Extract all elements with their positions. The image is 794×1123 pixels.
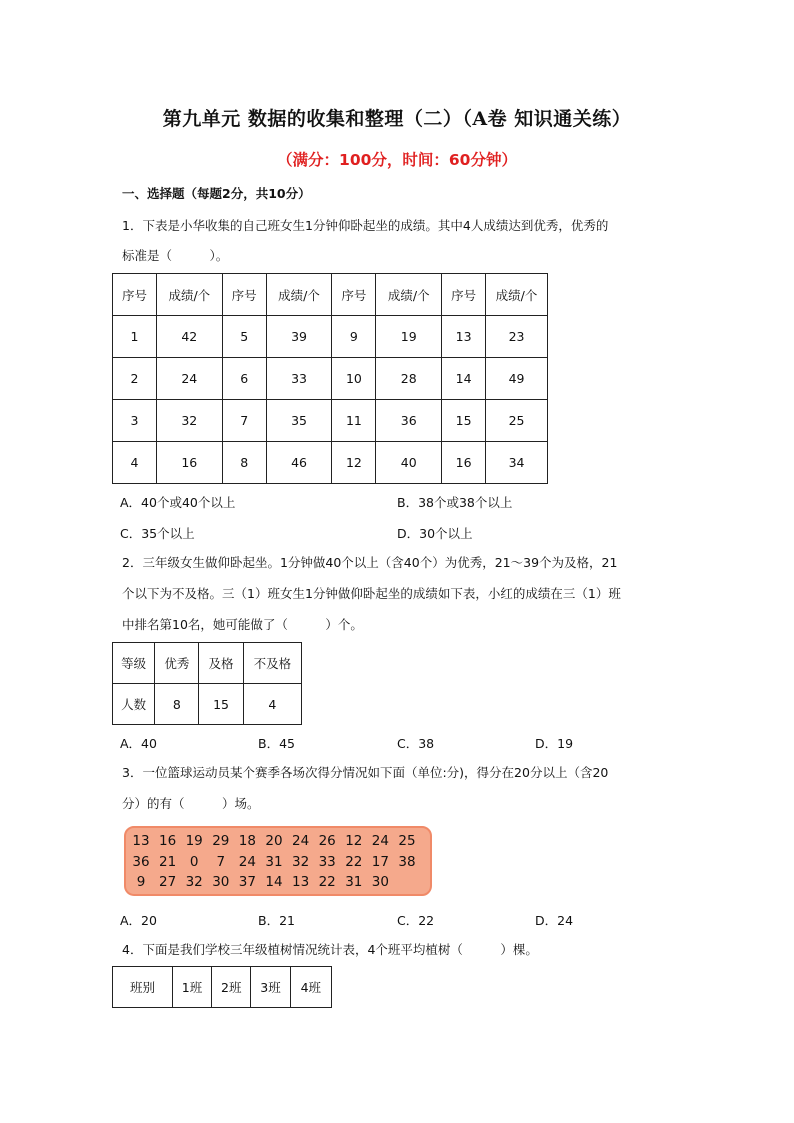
- table-cell: 13: [442, 316, 486, 358]
- score-value: 27: [159, 874, 177, 890]
- q2-option-b[interactable]: B．45: [258, 736, 295, 751]
- table-row: [113, 358, 548, 400]
- q3-option-b[interactable]: B．21: [258, 913, 295, 928]
- table-header-cell: 等级: [113, 643, 155, 684]
- q2-option-c[interactable]: C．38: [397, 736, 435, 751]
- q1-option-c[interactable]: C．35个以上: [120, 526, 195, 541]
- table-cell: 16: [156, 442, 222, 484]
- score-value: 20: [265, 833, 283, 849]
- table-header-cell: 序号: [222, 274, 266, 316]
- table-cell: 49: [486, 358, 548, 400]
- q1-option-a[interactable]: A．40个或40个以上: [120, 495, 236, 510]
- table-header-cell: 及格: [199, 643, 243, 684]
- table-cell: 28: [376, 358, 442, 400]
- score-value: 33: [318, 853, 336, 870]
- score-value: 30: [212, 874, 230, 890]
- q2-grade-table: [112, 642, 302, 725]
- section-heading: 一、选择题（每题2分，共10分）: [122, 186, 311, 201]
- table-cell: 11: [332, 400, 376, 442]
- score-value: 31: [265, 853, 283, 870]
- q3-option-c[interactable]: C．22: [397, 913, 435, 928]
- score-row: [126, 872, 430, 892]
- table-cell: 4: [243, 684, 301, 725]
- table-header-cell: 班别: [113, 967, 173, 1008]
- score-value: 13: [132, 833, 150, 849]
- q2-text-line3: 中排名第10名，她可能做了（ ）个。: [122, 617, 363, 632]
- table-header-cell: 2班: [212, 967, 251, 1008]
- score-value: 0: [189, 853, 199, 870]
- table-cell: 15: [199, 684, 243, 725]
- table-header-cell: 不及格: [243, 643, 301, 684]
- q2-option-a[interactable]: A．40: [120, 736, 157, 751]
- table-cell: 42: [156, 316, 222, 358]
- score-value: 25: [398, 833, 416, 849]
- score-value: 24: [238, 853, 256, 870]
- q1-text-line1: 1．下表是小华收集的自己班女生1分钟仰卧起坐的成绩。其中4人成绩达到优秀，优秀的: [122, 218, 609, 233]
- table-row: [113, 442, 548, 484]
- table-cell: 16: [442, 442, 486, 484]
- q2-text-line2: 个以下为不及格。三（1）班女生1分钟做仰卧起坐的成绩如下表，小红的成绩在三（1）班: [122, 586, 621, 601]
- score-value: 22: [318, 874, 336, 890]
- score-value: 9: [136, 874, 146, 890]
- score-value: 18: [238, 833, 256, 849]
- score-value: 37: [238, 874, 256, 890]
- table-header-cell: 成绩/个: [156, 274, 222, 316]
- table-cell: 24: [156, 358, 222, 400]
- page-title: 第九单元 数据的收集和整理（二）（A卷 知识通关练）: [162, 108, 632, 130]
- table-cell: 5: [222, 316, 266, 358]
- q3-scores-box: [124, 826, 432, 896]
- table-cell: 9: [332, 316, 376, 358]
- page-subtitle: （满分：100分，时间：60分钟）: [277, 151, 517, 169]
- score-row: [126, 831, 430, 851]
- q1-score-table: [112, 273, 548, 484]
- q4-text-line1: 4．下面是我们学校三年级植树情况统计表，4个班平均植树（ ）棵。: [122, 942, 538, 957]
- score-value: 24: [371, 833, 389, 849]
- table-header-row: [113, 967, 332, 1008]
- score-value: 7: [216, 853, 226, 870]
- table-row: [113, 400, 548, 442]
- table-cell: 32: [156, 400, 222, 442]
- score-value: 30: [371, 874, 389, 890]
- q1-option-d[interactable]: D．30个以上: [397, 526, 473, 541]
- table-cell: 8: [222, 442, 266, 484]
- table-cell: 1: [113, 316, 157, 358]
- score-value: 21: [159, 853, 177, 870]
- table-header-cell: 1班: [172, 967, 211, 1008]
- table-cell: 23: [486, 316, 548, 358]
- q3-option-d[interactable]: D．24: [535, 913, 574, 928]
- table-cell: 25: [486, 400, 548, 442]
- table-cell: 34: [486, 442, 548, 484]
- score-value: 19: [185, 833, 203, 849]
- score-value: 12: [345, 833, 363, 849]
- table-header-cell: 成绩/个: [376, 274, 442, 316]
- score-value: 17: [371, 853, 389, 870]
- q3-text-line2: 分）的有（ ）场。: [122, 796, 260, 811]
- table-cell: 4: [113, 442, 157, 484]
- score-value: 36: [132, 853, 150, 870]
- table-cell: 35: [266, 400, 332, 442]
- score-value: 31: [345, 874, 363, 890]
- table-header-row: [113, 643, 302, 684]
- score-value: 38: [398, 853, 416, 870]
- table-cell: 3: [113, 400, 157, 442]
- table-cell: 15: [442, 400, 486, 442]
- score-value: 22: [345, 853, 363, 870]
- score-value: 26: [318, 833, 336, 849]
- q3-option-a[interactable]: A．20: [120, 913, 157, 928]
- score-value: 32: [292, 853, 310, 870]
- table-row: [113, 684, 302, 725]
- q4-tree-table: [112, 966, 332, 1008]
- score-value: 13: [292, 874, 310, 890]
- q1-option-b[interactable]: B．38个或38个以上: [397, 495, 513, 510]
- table-cell: 19: [376, 316, 442, 358]
- table-header-cell: 序号: [332, 274, 376, 316]
- table-header-cell: 序号: [442, 274, 486, 316]
- table-cell: 39: [266, 316, 332, 358]
- table-cell: 6: [222, 358, 266, 400]
- table-cell: 7: [222, 400, 266, 442]
- table-cell: 10: [332, 358, 376, 400]
- q2-text-line1: 2．三年级女生做仰卧起坐。1分钟做40个以上（含40个）为优秀，21～39个为及格，21: [122, 555, 618, 570]
- table-cell: 40: [376, 442, 442, 484]
- score-row: [126, 852, 430, 872]
- score-value: 24: [292, 833, 310, 849]
- table-cell: 8: [155, 684, 199, 725]
- table-cell: 36: [376, 400, 442, 442]
- table-cell: 2: [113, 358, 157, 400]
- table-cell: 人数: [113, 684, 155, 725]
- table-header-cell: 序号: [113, 274, 157, 316]
- score-value: 29: [212, 833, 230, 849]
- table-cell: 12: [332, 442, 376, 484]
- score-value: 16: [159, 833, 177, 849]
- score-value: 14: [265, 874, 283, 890]
- q1-text-line2: 标准是（ ）。: [122, 248, 229, 263]
- table-header-cell: 3班: [251, 967, 290, 1008]
- table-cell: 14: [442, 358, 486, 400]
- table-cell: 46: [266, 442, 332, 484]
- q2-option-d[interactable]: D．19: [535, 736, 574, 751]
- table-cell: 33: [266, 358, 332, 400]
- table-row: [113, 316, 548, 358]
- table-header-cell: 成绩/个: [486, 274, 548, 316]
- q3-text-line1: 3．一位篮球运动员某个赛季各场次得分情况如下面（单位:分)，得分在20分以上（含20: [122, 765, 609, 780]
- table-header-row: [113, 274, 548, 316]
- table-header-cell: 4班: [290, 967, 331, 1008]
- score-value: 32: [185, 874, 203, 890]
- table-header-cell: 优秀: [155, 643, 199, 684]
- table-header-cell: 成绩/个: [266, 274, 332, 316]
